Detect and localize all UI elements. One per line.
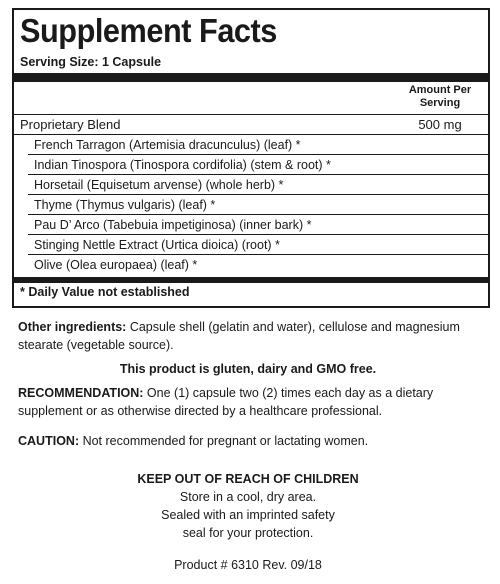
ingredient-row: Thyme (Thymus vulgaris) (leaf) *	[28, 195, 488, 215]
ingredient-row: French Tarragon (Artemisia dracunculus) (leaf) *	[28, 135, 488, 155]
amount-header-line1: Amount Per	[408, 84, 472, 96]
caution-text: Not recommended for pregnant or lactating women.	[79, 434, 369, 448]
proprietary-blend-row	[14, 115, 488, 135]
serving-size: Serving Size: 1 Capsule	[20, 55, 162, 69]
ingredient-row: Pau D’ Arco (Tabebuia impetiginosa) (inner bark) *	[28, 215, 488, 235]
recommendation	[18, 384, 488, 420]
other-ingredients-label: Other ingredients:	[18, 320, 127, 334]
ingredient-row: Indian Tinospora (Tinospora cordifolia) (stem & root) *	[28, 155, 488, 175]
keep-out-title: KEEP OUT OF REACH OF CHILDREN	[137, 472, 359, 486]
gluten-free-statement: This product is gluten, dairy and GMO free.	[119, 362, 377, 376]
blend-amount: 500 mg	[418, 117, 462, 132]
blend-name: Proprietary Blend	[20, 117, 121, 132]
other-ingredients	[18, 318, 488, 354]
thick-divider	[14, 73, 488, 82]
keep-out-block	[18, 470, 478, 542]
product-number: Product # 6310 Rev. 09/18	[174, 558, 322, 572]
seal-line-2: seal for your protection.	[182, 526, 314, 540]
ingredient-row: Stinging Nettle Extract (Urtica dioica) (root) *	[28, 235, 488, 255]
storage-line: Store in a cool, dry area.	[179, 490, 317, 504]
amount-per-serving-header	[398, 82, 482, 114]
recommendation-text: One (1) capsule two (2) times each day as a dietary supplement or as otherwise directed by a healthcare professional.	[18, 386, 434, 418]
other-ingredients-text: Capsule shell (gelatin and water), cellulose and magnesium stearate (vegetable source).	[18, 320, 460, 352]
ingredient-row: Olive (Olea europaea) (leaf) *	[34, 258, 198, 272]
seal-line-1: Sealed with an imprinted safety	[161, 508, 335, 522]
panel-title: Supplement Facts	[20, 12, 277, 49]
recommendation-label: RECOMMENDATION:	[18, 386, 144, 400]
caution	[18, 432, 488, 450]
supplement-facts-panel	[12, 8, 490, 308]
ingredient-row: Horsetail (Equisetum arvense) (whole herb) *	[28, 175, 488, 195]
daily-value-note: * Daily Value not established	[20, 285, 190, 299]
caution-label: CAUTION:	[18, 434, 80, 448]
amount-header-line2: Serving	[419, 97, 461, 109]
